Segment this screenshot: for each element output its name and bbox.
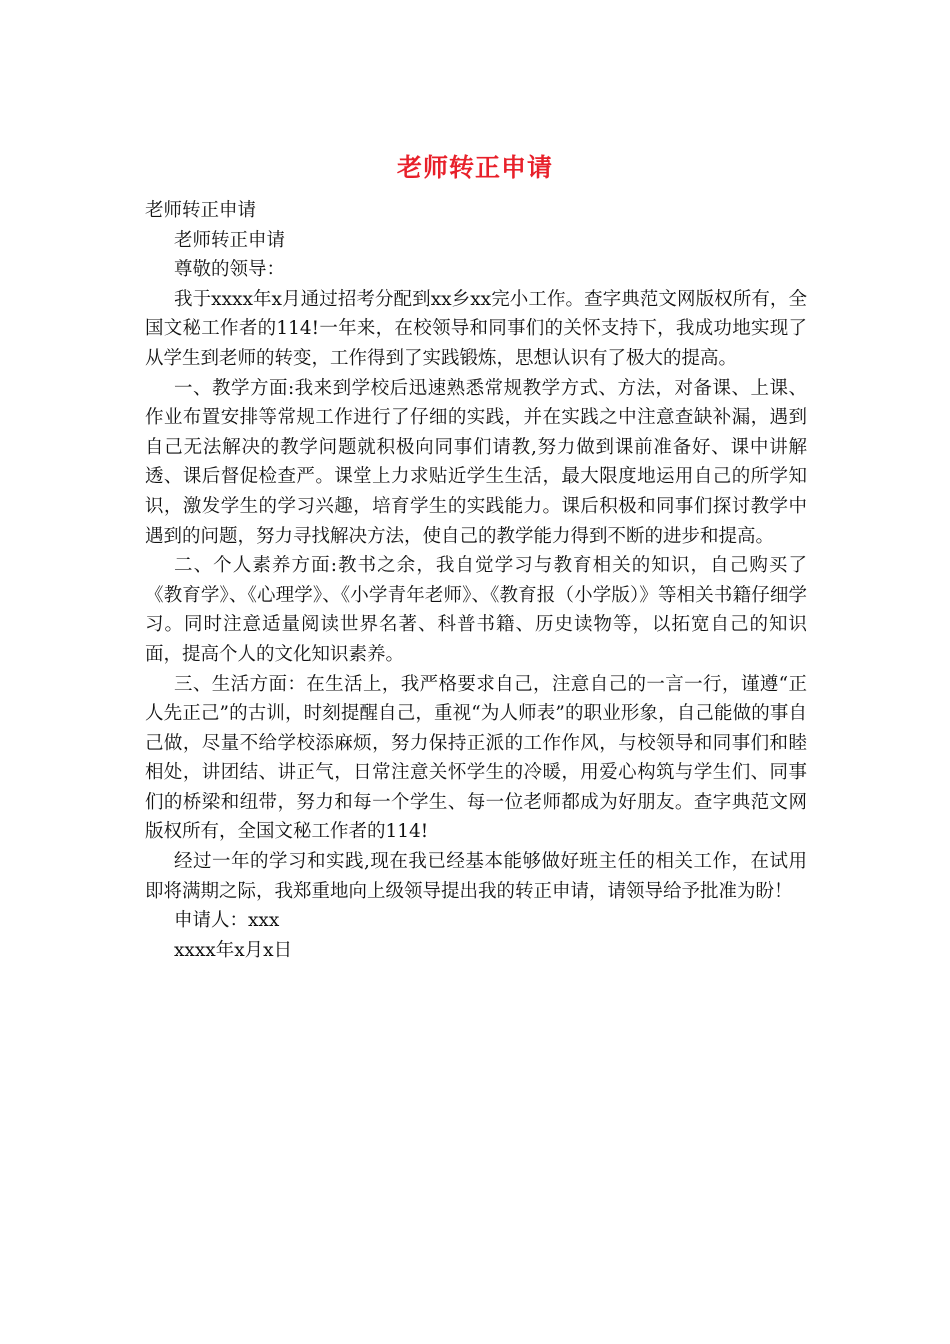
salutation: 尊敬的领导： xyxy=(174,259,286,281)
date-line: xxxx年x月x日 xyxy=(174,939,293,961)
heading-repeat: 老师转正申请 xyxy=(174,229,286,251)
document-title: 老师转正申请 xyxy=(396,153,553,182)
applicant-line: 申请人：xxx xyxy=(174,910,280,932)
paragraph-life: 三、生活方面：在生活上，我严格要求自己，注意自己的一言一行，谨遵“正人先正己”的古训，时刻提醒自己，重视“为人师表”的职业形象，自己能做的事自己做，尽量不给学校添麻烦，努力保持正派的工作作风，与校领导和同事们和睦相处，讲团结、讲正气，日常注意关怀学生的冷暖，用爱心构筑与学生们、同事们的桥梁和纽带，努力和每一个学生、每一位老师都成为好朋友。查字典范文网版权所有，全国文秘工作者的114! xyxy=(145,673,807,843)
paragraph-intro: 我于xxxx年x月通过招考分配到xx乡xx完小工作。查字典范文网版权所有，全国文秘工作者的114!一年来，在校领导和同事们的关怀支持下，我成功地实现了从学生到老师的转变，工作得到了实践锻炼，思想认识有了极大的提高。 xyxy=(145,288,807,369)
document-body xyxy=(145,196,807,965)
paragraph-personal: 二、个人素养方面:教书之余，我自觉学习与教育相关的知识，自己购买了《教育学》、《心理学》、《小学青年老师》、《教育报（小学版）》等相关书籍仔细学习。同时注意适量阅读世界名著、科普书籍、历史读物等，以拓宽自己的知识面，提高个人的文化知识素养。 xyxy=(145,555,807,665)
paragraph-teaching: 一、教学方面:我来到学校后迅速熟悉常规教学方式、方法，对备课、上课、作业布置安排等常规工作进行了仔细的实践，并在实践之中注意查缺补漏，遇到自己无法解决的教学问题就积极向同事们请教,努力做到课前准备好、课中讲解透、课后督促检查严。课堂上力求贴近学生生活，最大限度地运用自己的所学知识，激发学生的学习兴趣，培育学生的实践能力。课后积极和同事们探讨教学中遇到的问题，努力寻找解决方法，使自己的教学能力得到不断的进步和提高。 xyxy=(145,377,807,547)
subtitle-line: 老师转正申请 xyxy=(145,200,257,221)
paragraph-conclusion: 经过一年的学习和实践,现在我已经基本能够做好班主任的相关工作，在试用即将满期之际，我郑重地向上级领导提出我的转正申请，请领导给予批准为盼！ xyxy=(145,851,807,902)
